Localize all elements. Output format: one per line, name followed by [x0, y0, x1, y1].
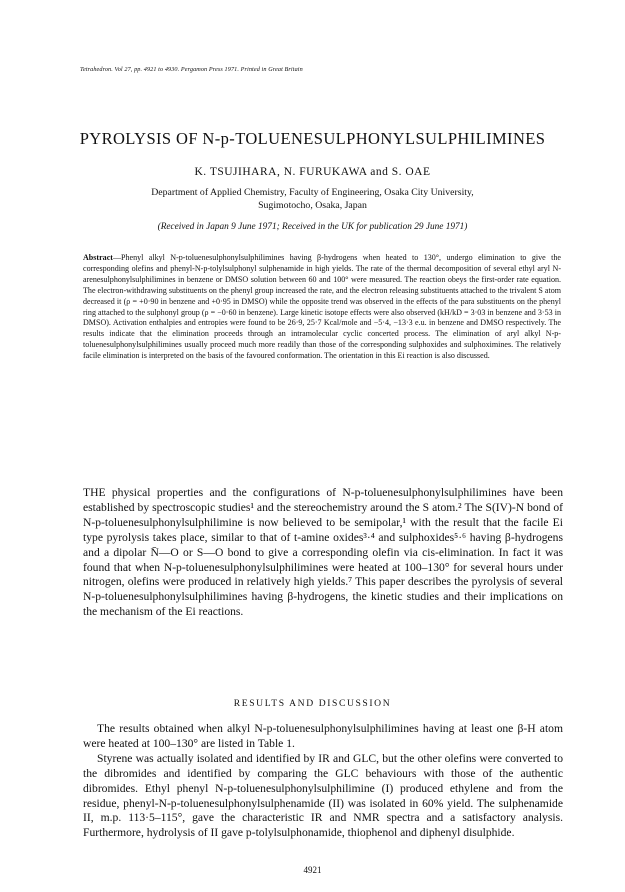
- intro-section: [83, 486, 563, 620]
- results-paragraph-2: Styrene was actually isolated and identified by IR and GLC, but the other olefins were converted to the dibromides and identified by comparing the GLC behaviours with those of the authentic dibromides. Ethyl phenyl N-p-toluenesulphonylsulphilimine (I) produced ethylene and from the residue, phenyl-N-p-toluenesulphonylsulphenamide (II) was isolated in 60% yield. The sulphenamide II, m.p. 113·5–115°, gave the characteristic IR and NMR spectra and a satisfactory analysis. Furthermore, hydrolysis of II gave p-tolylsulphonamide, thiophenol and diphenyl disulphide.: [83, 751, 563, 840]
- results-paragraph-1: The results obtained when alkyl N-p-toluenesulphonylsulphilimines having at least one β-H atom were heated at 100–130° are listed in Table 1.: [83, 722, 563, 750]
- affiliation: [0, 186, 625, 212]
- abstract: [83, 253, 561, 362]
- article-title: PYROLYSIS OF N-p-TOLUENESULPHONYLSULPHILIMINES: [79, 129, 546, 148]
- intro-paragraph: THE physical properties and the configurations of N-p-toluenesulphonylsulphilimines have been established by spectroscopic studies¹ and the stereochemistry around the S atom.² The S(IV)-N bond of N-p-toluenesulphonylsulphilimine is now believed to be semipolar,¹ with the result that the facile Ei type pyrolysis takes place, similar to that of t-amine oxides³·⁴ and sulphoxides⁵·⁶ having β-hydrogens and a dipolar N̄—O or S—O bond to give a corresponding olefin via cis-elimination. In fact it was found that when N-p-toluenesulphonylsulphilimines were heated at 100–130° for several hours under nitrogen, olefins were produced in relatively high yields.⁷ This paper describes the pyrolysis of several N-p-toluenesulphonylsulphilimines having β-hydrogens, the kinetic studies and their implications on the mechanism of the Ei reactions.: [83, 486, 563, 619]
- abstract-text: —Phenyl alkyl N-p-toluenesulphonylsulphilimines having β-hydrogens when heated to 130°, undergo elimination to give the corresponding olefins and phenyl-N-p-tolylsulphonyl sulphenamide in high yields. The rate of the thermal decomposition of several ethyl aryl N-arenesulphonylsulphilimines in benzene or DMSO solution between 60 and 100° were measured. The reaction obeys the first-order rate equation. The electron-withdrawing substituents on the phenyl group increased the rate, and the electron releasing substituents attached to the trivalent S atom decreased it (ρ = +0·90 in benzene and +0·95 in DMSO) while the opposite trend was observed in the effects of the para substituents on the phenyl ring attached to the sulphonyl group (ρ = −0·60 in benzene). Large kinetic isotope effects were also observed (kH/kD = 3·03 in benzene and 3·53 in DMSO). Activation enthalpies and entropies were found to be 26·9, 25·7 Kcal/mole and −5·4, −13·3 e.u. in benzene and DMSO respectively. The results indicate that the elimination proceeds through an intramolecular cyclic concerted process. The elimination of aryl alkyl N-p-toluenesulphonylsulphilimines usually proceed much more readily than those of the corresponding sulphoxides and sulphoximines. The relatively facile elimination is interpreted on the basis of the favoured conformation. The orientation in this Ei reaction is also discussed.: [83, 253, 561, 361]
- results-section: [83, 722, 563, 841]
- abstract-label: Abstract: [83, 253, 113, 262]
- affiliation-line-2: Sugimotocho, Osaka, Japan: [258, 200, 367, 211]
- section-heading: RESULTS AND DISCUSSION: [233, 698, 392, 709]
- journal-header: Tetrahedron. Vol 27, pp. 4921 to 4930. Pergamon Press 1971. Printed in Great Britain: [80, 66, 303, 73]
- authors: K. TSUJIHARA, N. FURUKAWA and S. OAE: [194, 166, 431, 178]
- affiliation-line-1: Department of Applied Chemistry, Faculty of Engineering, Osaka City University,: [151, 187, 474, 198]
- page-number: 4921: [303, 865, 322, 875]
- received-dates: (Received in Japan 9 June 1971; Received in the UK for publication 29 June 1971): [157, 222, 468, 232]
